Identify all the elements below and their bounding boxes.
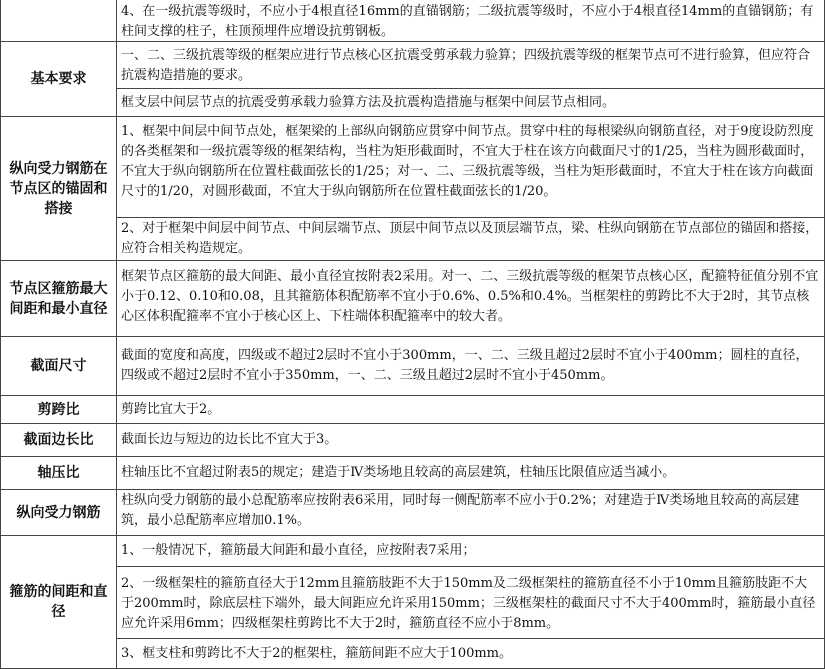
row-label-axial: 轴压比 [0, 457, 117, 490]
row-label-stirrup-col: 箍筋的间距和直径 [0, 536, 117, 669]
content-cell: 3、框支柱和剪跨比不大于2的框架柱，箍筋间距不应大于100mm。 [117, 639, 825, 669]
content-cell: 4、在一级抗震等级时，不应小于4根直径16mm的直锚钢筋；二级抗震等级时，不应小于4根直径14mm的直锚钢筋；有柱间支撑的柱子，柱顶预埋件应增设抗剪钢板。 [117, 0, 825, 42]
content-cell: 1、一般情况下，箍筋最大间距和最小直径，应按附表7采用； [117, 536, 825, 567]
content-cell: 2、一级框架柱的箍筋直径大于12mm且箍筋肢距不大于150mm及二级框架柱的箍筋直径不小于10mm且箍筋肢距不大于200mm时，除底层柱下端外，最大间距应允许采用150mm；三级框架柱的截面尺寸不大于400mm时，箍筋最小直径应允许采用6mm；四级框架柱剪跨比不大于2时，箍筋直径不应小于8mm。 [117, 567, 825, 639]
content-cell: 1、框架中间层中间节点处，框架梁的上部纵向钢筋应贯穿中间节点。贯穿中柱的每根梁纵向钢筋直径，对于9度设防烈度的各类框架和一级抗震等级的框架结构，当柱为矩形截面时，不宜大于柱在该方向截面尺寸的1/25，当柱为圆形截面时，不宜大于纵向钢筋所在位置柱截面弦长的1/25；对一、二、三级抗震等级，当柱为矩形截面时，不宜大于柱在该方向截面尺寸的1/20，对圆形截面，不宜大于纵向钢筋所在位置柱截面弦长的1/20。 [117, 117, 825, 218]
content-cell: 剪跨比宜大于2。 [117, 396, 825, 424]
content-cell: 2、对于框架中间层中间节点、中间层端节点、顶层中间节点以及顶层端节点，梁、柱纵向钢筋在节点部位的锚固和搭接，应符合相关构造规定。 [117, 218, 825, 261]
content-cell: 一、二、三级抗震等级的框架应进行节点核心区抗震受剪承载力验算；四级抗震等级的框架节点可不进行验算，但应符合抗震构造措施的要求。 [117, 42, 825, 89]
row-label-empty [0, 0, 117, 42]
content-cell: 柱轴压比不宜超过附表5的规定；建造于Ⅳ类场地且较高的高层建筑，柱轴压比限值应适当减小。 [117, 457, 825, 490]
row-label-anchor: 纵向受力钢筋在节点区的锚固和搭接 [0, 117, 117, 261]
row-label-basic: 基本要求 [0, 42, 117, 117]
row-label-section: 截面尺寸 [0, 337, 117, 396]
content-cell: 框架节点区箍筋的最大间距、最小直径宜按附表2采用。对一、二、三级抗震等级的框架节点核心区，配箍特征值分别不宜小于0.12、0.10和0.08，且其箍筋体积配筋率不宜小于0.6%、0.5%和0.4%。当框架柱的剪跨比不大于2时，其节点核心区体积配箍率不宜小于核心区上、下柱端体积配箍率中的较大者。 [117, 261, 825, 337]
row-label-side-ratio: 截面边长比 [0, 424, 117, 457]
row-label-stirrup-node: 节点区箍筋最大间距和最小直径 [0, 261, 117, 337]
row-label-shear-span: 剪跨比 [0, 396, 117, 424]
content-cell: 截面的宽度和高度，四级或不超过2层时不宜小于300mm，一、二、三级且超过2层时不宜小于400mm；圆柱的直径，四级或不超过2层时不宜小于350mm，一、二、三级且超过2层时不宜小于450mm。 [117, 337, 825, 396]
content-cell: 框支层中间层节点的抗震受剪承载力验算方法及抗震构造措施与框架中间层节点相同。 [117, 89, 825, 117]
row-label-longit: 纵向受力钢筋 [0, 490, 117, 536]
content-cell: 截面长边与短边的边长比不宜大于3。 [117, 424, 825, 457]
content-cell: 柱纵向受力钢筋的最小总配筋率应按附表6采用，同时每一侧配筋率不应小于0.2%；对建造于Ⅳ类场地且较高的高层建筑，最小总配筋率应增加0.1%。 [117, 490, 825, 536]
